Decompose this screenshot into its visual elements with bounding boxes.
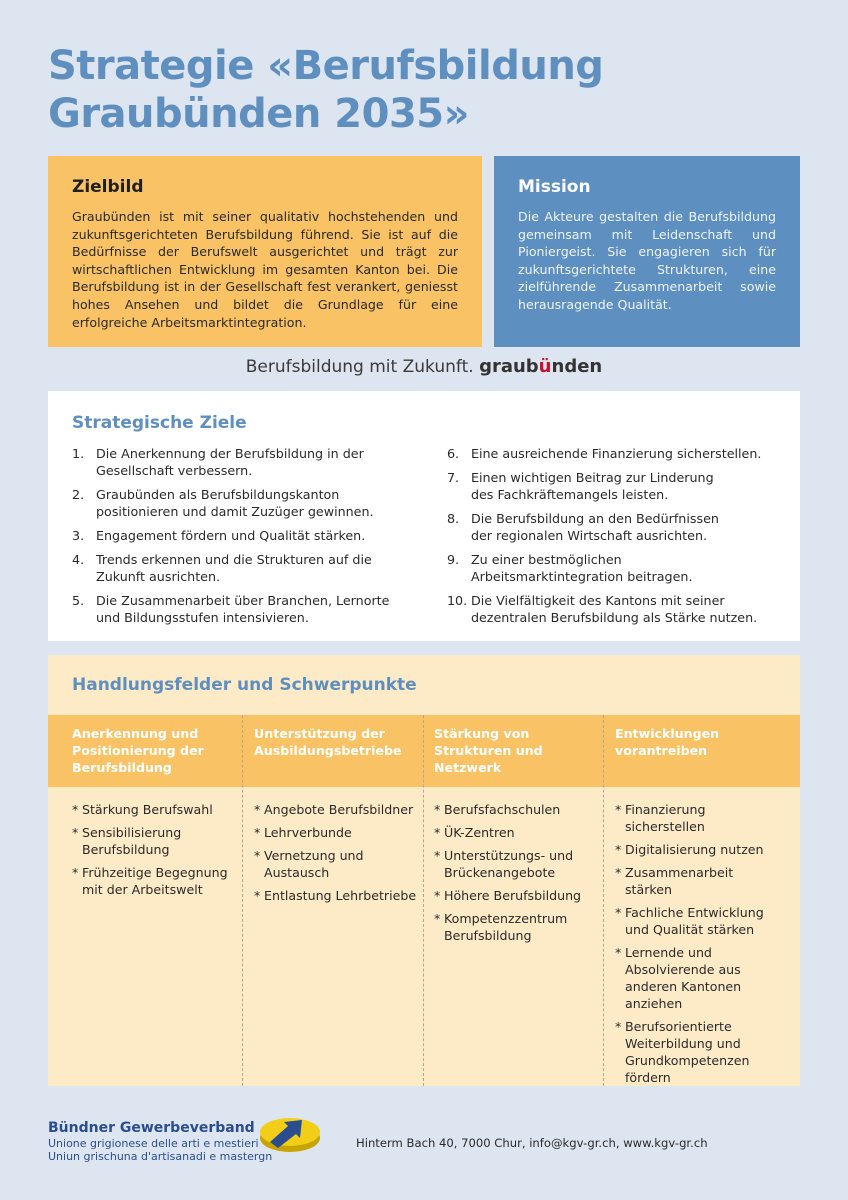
list-item: * Stärkung Berufswahl bbox=[72, 801, 242, 818]
goal-text: Einen wichtigen Beitrag zur Linderung des Fachkräftemangels leisten. bbox=[470, 470, 714, 502]
arrow-logo-icon bbox=[258, 1112, 322, 1154]
mission-text: Die Akteure gestalten die Berufsbildung gemeinsam mit Leidenschaft und Pioniergeist. Sie engagieren sich für zukunftsgerichtete Strukturen, eine zielführende Zusammenarbeit sowie herausragende Qualität. bbox=[518, 209, 776, 312]
goal-item bbox=[447, 469, 776, 503]
list-item: * Frühzeitige Begegnung mit der Arbeitswelt bbox=[72, 864, 242, 898]
list-item: * Höhere Berufsbildung bbox=[434, 887, 603, 904]
action-field-title: Unterstützung der Ausbildungsbetriebe bbox=[254, 726, 402, 758]
action-field-title: Entwicklungen vorantreiben bbox=[615, 726, 720, 758]
title-line-2: Graubünden 2035» bbox=[48, 91, 469, 137]
goal-number: 5. bbox=[72, 593, 85, 608]
zielbild-heading: Zielbild bbox=[72, 177, 144, 197]
list-item: * Unterstützungs- und Brückenangebote bbox=[434, 847, 603, 881]
organization-block bbox=[48, 1119, 272, 1163]
goal-text: Eine ausreichende Finanzierung sicherstellen. bbox=[470, 446, 762, 461]
action-field-list bbox=[615, 801, 778, 1086]
contact-address: Hinterm Bach 40, 7000 Chur, info@kgv-gr.ch, www.kgv-gr.ch bbox=[356, 1136, 708, 1150]
action-field-column bbox=[423, 715, 603, 1086]
goal-number: 4. bbox=[72, 552, 85, 567]
goal-item bbox=[72, 527, 447, 544]
goal-text: Die Anerkennung der Berufsbildung in der Gesellschaft verbessern. bbox=[96, 446, 364, 478]
brand-start: graub bbox=[479, 356, 539, 377]
list-item: * ÜK-Zentren bbox=[434, 824, 603, 841]
mission-box bbox=[494, 156, 800, 347]
list-item: * Finanzierung sicherstellen bbox=[615, 801, 778, 835]
action-field-column bbox=[603, 715, 778, 1086]
goal-item bbox=[447, 551, 776, 585]
list-item: * Angebote Berufsbildner bbox=[254, 801, 423, 818]
goal-item bbox=[447, 445, 776, 462]
goal-item bbox=[447, 592, 776, 626]
goal-text: Die Berufsbildung an den Bedürfnissen der regionalen Wirtschaft ausrichten. bbox=[470, 511, 719, 543]
action-field-column bbox=[72, 715, 242, 1086]
goal-number: 2. bbox=[72, 487, 85, 502]
goal-number: 1. bbox=[72, 446, 85, 461]
action-field-column bbox=[242, 715, 423, 1086]
goal-number: 3. bbox=[72, 528, 85, 543]
goal-text: Graubünden als Berufsbildungskanton positionieren und damit Zuzüger gewinnen. bbox=[96, 487, 374, 519]
graubuenden-logo bbox=[479, 356, 602, 377]
goal-text: Die Vielfältigkeit des Kantons mit seiner dezentralen Berufsbildung als Stärke nutzen. bbox=[470, 593, 758, 625]
list-item: * Berufsorientierte Weiterbildung und Grundkompetenzen fördern bbox=[615, 1018, 778, 1086]
brand-mark: ü bbox=[538, 356, 552, 377]
goal-text: Trends erkennen und die Strukturen auf die Zukunft ausrichten. bbox=[96, 552, 372, 584]
list-item: * Digitalisierung nutzen bbox=[615, 841, 778, 858]
goals-left-column bbox=[72, 445, 447, 633]
goal-text: Engagement fördern und Qualität stärken. bbox=[96, 528, 366, 543]
goal-number: 9. bbox=[446, 552, 460, 567]
action-field-title: Stärkung von Strukturen und Netzwerk bbox=[434, 726, 543, 775]
tagline-text: Berufsbildung mit Zukunft. bbox=[245, 357, 474, 377]
organization-name-it: Unione grigionese delle arti e mestieri bbox=[48, 1137, 259, 1150]
list-item: * Sensibilisierung Berufsbildung bbox=[72, 824, 242, 858]
list-item: * Zusammenarbeit stärken bbox=[615, 864, 778, 898]
brand-end: nden bbox=[551, 356, 603, 377]
action-fields-section bbox=[48, 655, 800, 1086]
goal-number: 7. bbox=[446, 470, 460, 485]
goal-item bbox=[72, 551, 447, 585]
strategic-goals-section bbox=[48, 391, 800, 641]
action-field-list bbox=[72, 801, 242, 898]
list-item: * Kompetenzzentrum Berufsbildung bbox=[434, 910, 603, 944]
goal-item bbox=[447, 510, 776, 544]
action-field-title: Anerkennung und Positionierung der Berufsbildung bbox=[72, 726, 204, 775]
action-field-list bbox=[254, 801, 423, 904]
goal-number: 8. bbox=[446, 511, 460, 526]
goal-item bbox=[72, 486, 447, 520]
goals-right-column bbox=[447, 445, 776, 633]
goal-item bbox=[72, 445, 447, 479]
list-item: * Lernende und Absolvierende aus anderen Kantonen anziehen bbox=[615, 944, 778, 1012]
list-item: * Berufsfachschulen bbox=[434, 801, 603, 818]
tagline bbox=[0, 356, 848, 377]
zielbild-box bbox=[48, 156, 482, 347]
page-title bbox=[48, 42, 808, 138]
mission-heading: Mission bbox=[518, 177, 591, 197]
organization-name: Bündner Gewerbeverband bbox=[48, 1120, 255, 1136]
action-fields-heading: Handlungsfelder und Schwerpunkte bbox=[72, 675, 417, 695]
list-item: * Lehrverbunde bbox=[254, 824, 423, 841]
list-item: * Vernetzung und Austausch bbox=[254, 847, 423, 881]
list-item: * Entlastung Lehrbetriebe bbox=[254, 887, 423, 904]
goal-text: Die Zusammenarbeit über Branchen, Lernorte und Bildungsstufen intensivieren. bbox=[96, 593, 390, 625]
action-field-list bbox=[434, 801, 603, 944]
goal-item bbox=[72, 592, 447, 626]
organization-name-rm: Uniun grischuna d'artisanadi e mastergn bbox=[48, 1150, 273, 1163]
list-item: * Fachliche Entwicklung und Qualität stärken bbox=[615, 904, 778, 938]
goal-number: 6. bbox=[446, 446, 460, 461]
goal-number: 10. bbox=[446, 593, 468, 608]
title-line-1: Strategie «Berufsbildung bbox=[48, 43, 604, 89]
goal-text: Zu einer bestmöglichen Arbeitsmarktintegration beitragen. bbox=[470, 552, 693, 584]
strategic-goals-heading: Strategische Ziele bbox=[72, 413, 247, 433]
zielbild-text: Graubünden ist mit seiner qualitativ hochstehenden und zukunftsgerichteten Berufsbildung führend. Sie ist auf die Bedürfnisse der Berufswelt ausgerichtet und trägt zur wirtschaftlichen Entwicklung im gesamten Kanton bei. Die Berufsbildung ist in der Gesellschaft fest verankert, geniesst hohes Ansehen und bildet die Grundlage für eine erfolgreiche Arbeitsmarktintegration. bbox=[72, 209, 458, 330]
